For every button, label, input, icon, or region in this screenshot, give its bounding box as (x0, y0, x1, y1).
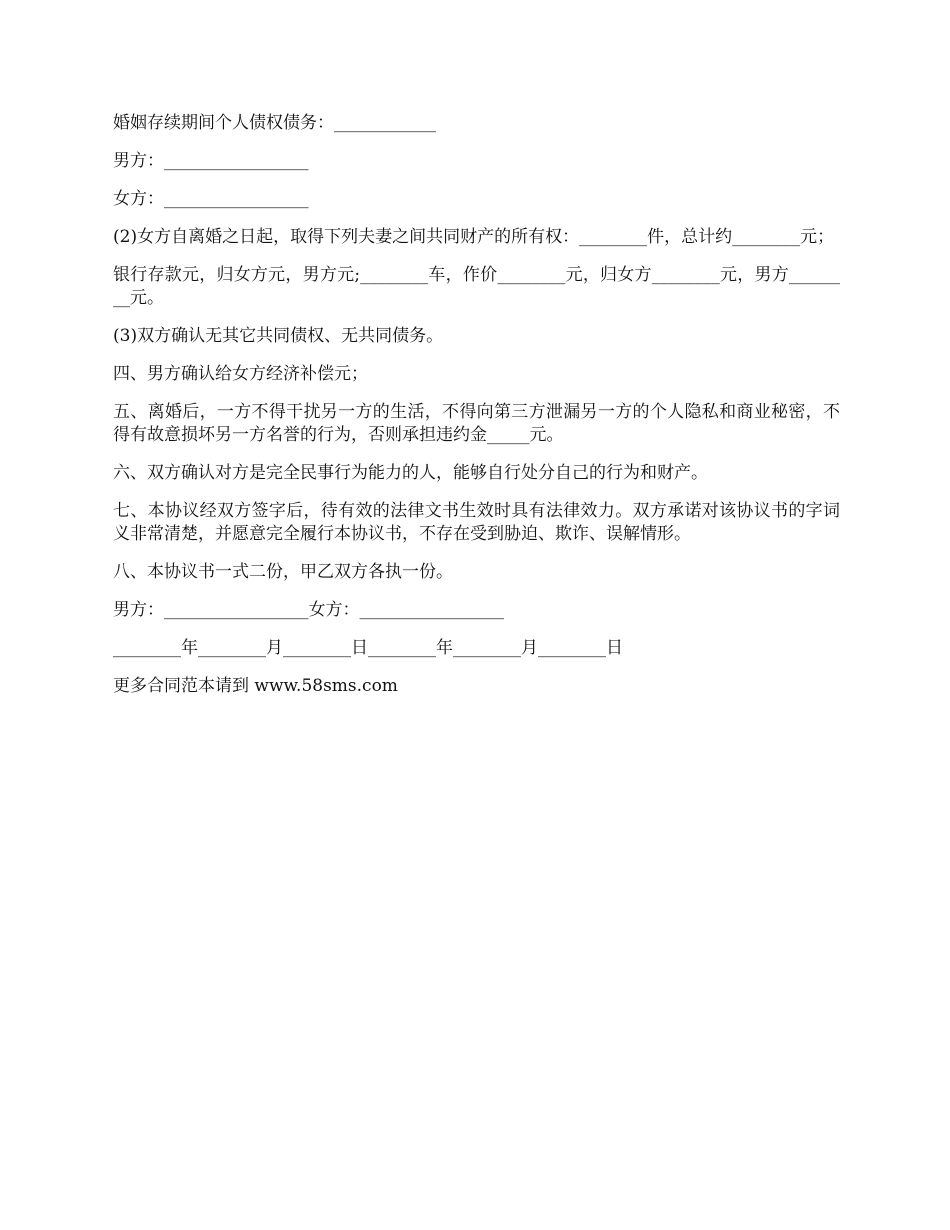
male-party-debts-line: 男方：_________________ (113, 151, 309, 171)
clause-4-compensation: 四、男方确认给女方经济补偿元； (113, 364, 368, 384)
clause-8-copies: 八、本协议书一式二份，甲乙双方各执一份。 (113, 562, 453, 582)
clause-7-legal-effect: 七、本协议经双方签字后，待有效的法律文书生效时具有法律效力。双方承诺对该协议书的字词义非常清楚，并愿意完全履行本协议书，不存在受到胁迫、欺诈、误解情形。 (113, 501, 840, 544)
document-body (113, 112, 840, 713)
signature-line: 男方：_________________女方：_________________ (113, 600, 504, 620)
bank-deposit-and-vehicle-line: 银行存款元，归女方元，男方元;________车，作价________元，归女方________元，男方________元。 (113, 265, 840, 308)
clause-3-no-joint-debts: (3)双方确认无其它共同债权、无共同债务。 (113, 326, 444, 346)
personal-debts-line: 婚姻存续期间个人债权债务：____________ (113, 113, 436, 133)
female-party-debts-line: 女方：_________________ (113, 189, 309, 209)
clause-5-non-interference: 五、离婚后，一方不得干扰另一方的生活，不得向第三方泄漏另一方的个人隐私和商业秘密，不得有故意损坏另一方名誉的行为，否则承担违约金_____元。 (113, 402, 840, 445)
date-line: ________年________月________日________年________月________日 (113, 638, 623, 658)
clause-6-civil-capacity: 六、双方确认对方是完全民事行为能力的人，能够自行处分自己的行为和财产。 (113, 463, 708, 483)
footer-more-templates: 更多合同范本请到 www.58sms.com (113, 676, 398, 696)
clause-2-property-ownership: (2)女方自离婚之日起，取得下列夫妻之间共同财产的所有权：________件，总计约________元； (113, 227, 835, 247)
